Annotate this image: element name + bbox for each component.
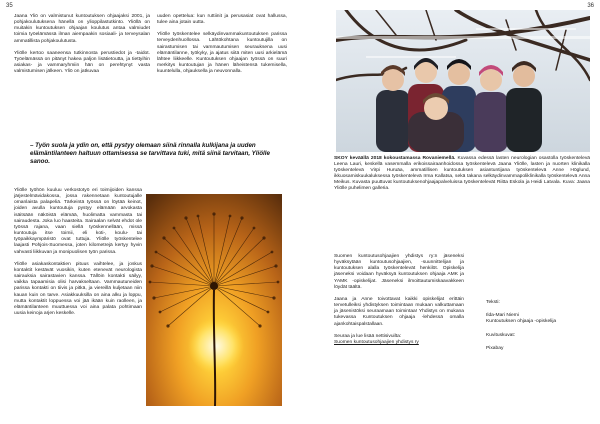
left-column-top [14, 14, 150, 81]
author-role: Kuntoutuksen ohjaaja -opiskelija [486, 319, 557, 325]
page-number: 36 [587, 3, 594, 9]
credits [486, 300, 596, 352]
left-column-bottom [14, 188, 142, 323]
photo-source: Pixabay [486, 345, 504, 351]
paragraph: Yliölle työhön kuuluu verkostotyö eri toimijoiden kanssa järjestelmävidakossa, jossa rakennetaan kuntoutujalle omanlaista palapeliä. Tärkeintä työssä on löytää keinot, joiden avulla kuntoutuja pystyy elämään arvokasta isäitsään näköistä elämää, huolimatta vammasta tai sairaudesta. Joka luo haasteita. Sairaalan selvät ehdot ole työssä rajana, vaan siellä työskennellään, missä kuntoutuja itse toimii, eli koti-, koulu- tai työpaikkaympäristö ovat tuttuja. Yliölle työskentelee laajasti Pohjois-Suomessa, joten kilometrejä kertyy hyvin vahvasti liikkuvan ja monipuolisen työn parissa. [14, 188, 142, 255]
paragraph: uuden opettelua: kun ruttiinit ja perusasiat ovat hallussa, tulee aina jotain uutta. [157, 14, 287, 26]
paragraph: Suomen kuntoutusohjaajien yhdistys ry:n jäseneksi hyväksytään kuntoutusohjaajien, -suunnittelijan ja kuntoutuksen alalla työskentelevät henkilöt. Opiskelija jäseneksi voidaan hyväksyä kuntoutuksen ohjaaja AMK ja YAMK -opiskelijat. Jäseneksi ilmoittautumiskaavakkeen löydät täältä. [334, 254, 464, 290]
association-link[interactable]: Suomen kuntoutusohjaajien yhdistys ry [334, 339, 419, 345]
pull-quote: – Työn suola ja ydin on, että pystyy olemaan siinä rinnalla kulkijana ja uuden elämäntilanteen haltuun ottamisessa se tarvittava tuki, mitä siinä tarvitaan, Yliölle sanoo. [30, 142, 270, 165]
paragraph: Yliölle työskentelee selkäydinvammakuntoutuksen parissa terveydenhuollossa. Lähtökohtana kuntoutujilla on sairastumisen tai vammautumisen seurauksena uusi elämäntilanne, työkyky, ja ajatus siitä miten uusi arkielämä lähtee liikkeelle. Kuntoutuksen ohjaajan työssä on suuri merkitys kuntoutujan ja hänen läheistensä tukemisella, kuuntelulla, ohjauksella ja neuvonnalla. [157, 32, 287, 75]
membership-text [334, 254, 464, 346]
text-credit-label: Teksti: [486, 300, 500, 305]
author-name: Ilda-Mari Niemi [486, 313, 519, 319]
paragraph: Yliölle asiakaskontaktien pituus vaihtelee, ja joskus kontaktit kestävät vuosikin, kuten etenevät neurologista sairauksia sairastavien kanssa. Tällöin kontakti säilyy, vaikka tapaamisia olisi harvakseltaan. Vammautuneiden parissa kontakti on tiivis ja pitkä, ja viereillä kuljetaan niin kauan kuin on tarve. Asiakkuuksilla on aina alku ja loppu, mutta kontaktit loppuessa voi jää ikään kuin raolleen, ja elämäntilanteen muuttuessa voi aina palata pohtimaan uusia keinoja arjen keskelle. [14, 261, 142, 316]
caption-lead: SKOY keväällä 2018 kokoustamassa Rovaniemellä. [334, 156, 456, 161]
photo-caption [334, 156, 590, 193]
dandelion-sunset-photo [146, 194, 282, 406]
right-page [300, 0, 600, 424]
paragraph: Yliölle kertoo saaneensa tutkinnosta perustiedot ja -taidot. Työelämässä on pitänyt hakea paljon lisätietoutta, ja tiettyihin asiakas- ja vammaryhmiin hän on perehtynyt vasta valmistumisen jälkeen. Yliö on jatkuvaa [14, 50, 150, 75]
caption-text: Kuvassa edessä lasten neurologian osastolla työskentelevä Leena Lauri, keskellä vasemmalla erikoissairaanhoidossa työskentelevä Jaana Yliölle, lasten ja nuorten klinikalla työskentelevä Virpi Huruäa, ammatillisen kuntoutuksen asiantuntijana työskentelevä Anne Höglund, ikkuosamiskuukaluksessa työskentelevä Irma Kallatsa, sekä takana selkäydinvammapoliklinikalla työskentelevä Anna Meikus. Kuvasta puuttuvat kuntoutuksenohjaajapalveluissa työskentelevät Riitta Eskola ja Heidi Latvala. Kuva: Jaana Yliölle puhelimen galleria. [334, 156, 590, 192]
page-number: 35 [6, 3, 13, 9]
right-column-top [157, 14, 287, 81]
paragraph: Jaana ja Anne toivottavat kaikki opiskelijat erittäin tervetulleiksi yhdistyksen toimintaan mukaan valkuttamaan ja jäsenistöksi seuraamaan toimintaa! Yhdistys on mukana tukevassa Kuntoutuksen ohjaaja -lehdessä omalla ajankohtaispalstallaan. [334, 296, 464, 327]
photo-credit-label: Kuvituskuvat: [486, 332, 516, 338]
follow-line: Seuraa ja lue lisää nettisivuilta: [334, 333, 402, 339]
paragraph: Jaana Yliö on valmistunut kuntoutuksen ohjaajaksi 2001, ja pohjakoulutuksena hänellä on ylioppilastutkinto. Yliöllä on muitakin kuntoutuksen ohjaajan koulutus antaa valmiudet toimia työelämässä ilman aiempaakin sosiaali- ja terveysalan ammatillista pohjakoulutusta. [14, 14, 150, 44]
group-photo [336, 10, 590, 152]
